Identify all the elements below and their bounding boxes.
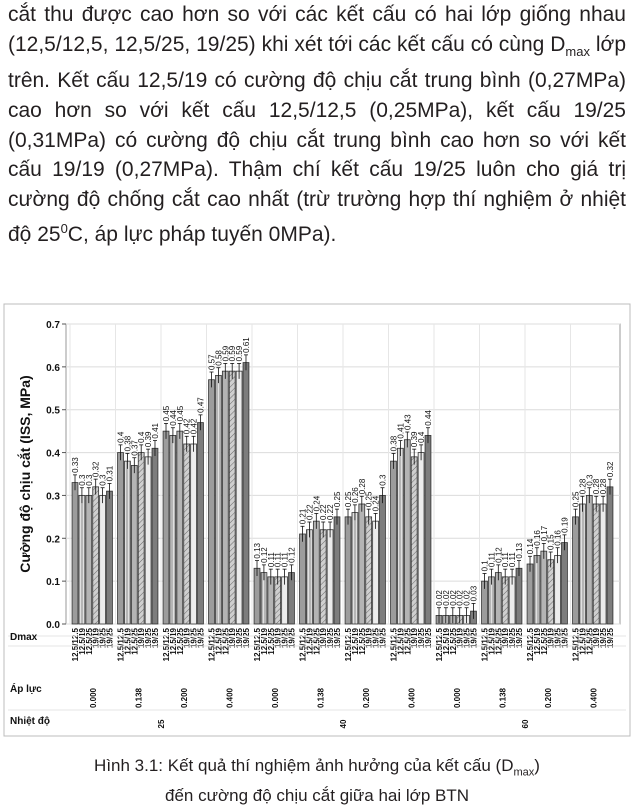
bar: [607, 487, 613, 624]
bar: [191, 444, 197, 624]
bar: [600, 504, 606, 624]
data-label: 0.12: [287, 547, 297, 563]
data-label: 0.26: [350, 487, 360, 503]
dmax-tick-label: 12.5/19: [532, 628, 542, 655]
para-dmax-sub: max: [565, 43, 590, 59]
bar: [300, 534, 306, 624]
pressure-tick-label: 0.000: [270, 687, 280, 709]
data-label: 0.43: [403, 414, 413, 430]
dmax-tick-label: 19/25: [189, 628, 199, 649]
bar: [209, 380, 215, 624]
bar: [100, 495, 106, 624]
dmax-tick-label: 19/19: [501, 628, 511, 649]
body-paragraph: [8, 0, 626, 250]
data-label: 0.44: [423, 410, 433, 426]
y-tick-label: 0.4: [46, 448, 60, 460]
data-label: 0.16: [553, 530, 563, 546]
data-label: 0.31: [105, 465, 115, 482]
dmax-tick-label: 12.5/25: [175, 628, 185, 655]
para-degree-sup: 0: [60, 221, 68, 237]
data-label: 0.28: [599, 478, 609, 495]
dmax-tick-label: 12.5/12.5: [526, 628, 536, 662]
bar: [345, 517, 351, 624]
bar: [334, 517, 340, 624]
pressure-tick-label: 0.138: [134, 687, 144, 709]
dmax-tick-label: 12.5/25: [539, 628, 549, 655]
dmax-tick-label: 12.5/25: [221, 628, 231, 655]
dmax-tick-label: 19/25: [560, 628, 570, 649]
bar: [579, 504, 585, 624]
data-label: 0.17: [539, 525, 549, 542]
data-label: 0.59: [221, 345, 231, 362]
data-label: 0.11: [266, 552, 276, 568]
bar: [425, 435, 431, 624]
dmax-tick-label: 12.5/19: [396, 628, 406, 655]
dmax-tick-label: 12.5/25: [312, 628, 322, 655]
dmax-tick-label: 19/25: [98, 628, 108, 649]
bar: [534, 555, 540, 624]
data-label: 0.3: [585, 474, 595, 486]
y-axis-label: Cường độ chịu cắt (ISS, MPa): [17, 375, 33, 573]
data-label: 0.24: [312, 495, 322, 512]
bar: [411, 457, 417, 624]
data-label: 0.4: [137, 431, 147, 443]
dmax-tick-label: 12.5/25: [84, 628, 94, 655]
bar: [145, 457, 151, 624]
data-label: 0.42: [189, 418, 199, 435]
dmax-tick-label: 19/25: [423, 628, 433, 649]
bar: [170, 435, 176, 624]
row-label-dmax: Dmax: [10, 632, 38, 643]
dmax-tick-label: 12.5/12.5: [480, 628, 490, 662]
caption-text-2: ): [534, 756, 540, 775]
dmax-tick-label: 12.5/12.5: [389, 628, 399, 662]
data-label: 0.11: [280, 552, 290, 568]
bar: [163, 431, 169, 624]
dmax-tick-label: 12.5/12.5: [116, 628, 126, 662]
data-label: 0.45: [175, 405, 185, 422]
data-label: 0.3: [378, 474, 388, 486]
dmax-tick-label: 19/19: [182, 628, 192, 649]
row-label-pressure: Áp lực: [10, 684, 42, 695]
bar: [373, 521, 379, 624]
bar-chart: [0, 300, 634, 740]
pressure-tick-label: 0.200: [361, 687, 371, 709]
dmax-tick-label: 19/25: [553, 628, 563, 649]
bar: [359, 504, 365, 624]
data-label: 0.28: [357, 478, 367, 495]
dmax-tick-label: 12.5/19: [214, 628, 224, 655]
bar: [593, 504, 599, 624]
dmax-tick-label: 19/25: [287, 628, 297, 649]
pressure-tick-label: 0.200: [179, 687, 189, 709]
bar: [107, 491, 113, 624]
data-label: 0.02: [448, 590, 458, 606]
bar: [184, 444, 190, 624]
dmax-tick-label: 19/19: [410, 628, 420, 649]
data-label: 0.39: [144, 431, 154, 448]
data-label: 0.22: [326, 504, 336, 520]
bar: [391, 461, 397, 624]
bar: [573, 517, 579, 624]
dmax-tick-label: 19/19: [273, 628, 283, 649]
bar: [118, 453, 124, 624]
data-label: 0.25: [332, 491, 342, 508]
y-tick-label: 0.0: [46, 620, 60, 631]
bar: [131, 465, 137, 624]
data-label: 0.39: [410, 431, 420, 448]
bar: [152, 448, 158, 624]
bar: [177, 431, 183, 624]
pressure-tick-label: 0.138: [498, 687, 508, 709]
data-label: 0.02: [441, 590, 451, 606]
dmax-tick-label: 19/19: [364, 628, 374, 649]
data-label: 0.42: [182, 418, 192, 435]
bar: [397, 448, 403, 624]
temperature-tick-label: 40: [339, 719, 348, 729]
dmax-tick-label: 12.5/25: [448, 628, 458, 655]
dmax-tick-label: 12.5/19: [578, 628, 588, 655]
bar: [352, 513, 358, 624]
data-label: 0.38: [123, 435, 133, 452]
bar: [138, 453, 144, 624]
bar: [555, 555, 561, 624]
dmax-tick-label: 19/25: [599, 628, 609, 649]
data-label: 0.59: [235, 345, 245, 362]
dmax-tick-label: 19/25: [150, 628, 160, 649]
bar: [404, 440, 410, 624]
dmax-tick-label: 12.5/12.5: [435, 628, 445, 662]
data-label: 0.41: [396, 422, 406, 439]
data-label: 0.11: [487, 552, 497, 568]
data-label: 0.02: [455, 590, 465, 606]
dmax-tick-label: 12.5/19: [259, 628, 269, 655]
data-label: 0.4: [417, 431, 427, 443]
dmax-tick-label: 12.5/19: [350, 628, 360, 655]
data-label: 0.47: [196, 397, 206, 413]
bar: [548, 560, 554, 624]
temperature-tick-label: 25: [157, 719, 166, 729]
pressure-tick-label: 0.138: [316, 687, 326, 709]
dmax-tick-label: 19/19: [592, 628, 602, 649]
row-label-temperature: Nhiệt độ: [10, 716, 50, 727]
pressure-tick-label: 0.200: [543, 687, 553, 709]
dmax-tick-label: 12.5/12.5: [344, 628, 354, 662]
pressure-tick-label: 0.000: [88, 687, 98, 709]
dmax-tick-label: 19/25: [235, 628, 245, 649]
figure-caption: [0, 754, 634, 808]
data-label: 0.33: [71, 457, 81, 473]
bar: [198, 423, 204, 624]
data-label: 0.13: [253, 542, 263, 559]
chart-figure: [0, 300, 634, 740]
bar: [320, 530, 326, 624]
pressure-tick-label: 0.400: [589, 687, 599, 709]
dmax-tick-label: 12.5/12.5: [571, 628, 581, 662]
data-label: 0.13: [514, 542, 524, 559]
bar: [72, 483, 78, 624]
data-label: 0.02: [435, 590, 445, 606]
caption-text-1: Hình 3.1: Kết quả thí nghiệm ảnh hưởng của kết cấu (D: [94, 756, 514, 775]
dmax-tick-label: 19/25: [378, 628, 388, 649]
dmax-tick-label: 12.5/25: [357, 628, 367, 655]
data-label: 0.4: [116, 431, 126, 443]
dmax-tick-label: 12.5/12.5: [71, 628, 81, 662]
data-label: 0.32: [605, 461, 615, 478]
dmax-tick-label: 19/19: [91, 628, 101, 649]
bar: [306, 530, 312, 624]
dmax-tick-label: 19/19: [228, 628, 238, 649]
caption-line-2: đến cường độ chịu cắt giữa hai lớp BTN: [165, 786, 469, 806]
dmax-tick-label: 12.5/25: [266, 628, 276, 655]
bar: [243, 363, 249, 624]
dmax-tick-label: 12.5/12.5: [207, 628, 217, 662]
data-label: 0.22: [305, 504, 315, 520]
pressure-tick-label: 0.000: [452, 687, 462, 709]
data-label: 0.11: [508, 552, 518, 568]
bar: [527, 564, 533, 624]
dmax-tick-label: 12.5/19: [77, 628, 87, 655]
pressure-tick-label: 0.400: [225, 687, 235, 709]
dmax-tick-label: 19/25: [196, 628, 206, 649]
data-label: 0.28: [578, 478, 588, 495]
y-tick-label: 0.7: [46, 320, 60, 331]
bar: [516, 568, 522, 624]
dmax-tick-label: 19/19: [319, 628, 329, 649]
bar: [86, 495, 92, 624]
bar: [229, 371, 235, 624]
data-label: 0.22: [319, 504, 329, 520]
bar: [562, 543, 568, 624]
data-label: 0.1: [480, 560, 490, 572]
data-label: 0.25: [571, 491, 581, 508]
data-label: 0.02: [462, 590, 472, 606]
dmax-tick-label: 12.5/19: [487, 628, 497, 655]
dmax-tick-label: 19/19: [137, 628, 147, 649]
data-label: 0.25: [344, 491, 354, 508]
bar: [313, 521, 319, 624]
data-label: 0.21: [298, 508, 308, 525]
bar: [254, 568, 260, 624]
dmax-tick-label: 19/25: [514, 628, 524, 649]
bar: [215, 375, 221, 624]
data-label: 0.24: [371, 495, 381, 512]
data-label: 0.14: [526, 538, 536, 555]
data-label: 0.16: [532, 530, 542, 546]
dmax-tick-label: 12.5/25: [403, 628, 413, 655]
data-label: 0.25: [364, 491, 374, 508]
data-label: 0.41: [150, 422, 160, 439]
data-label: 0.28: [592, 478, 602, 495]
dmax-tick-label: 12.5/25: [494, 628, 504, 655]
bar: [222, 371, 228, 624]
bar: [327, 530, 333, 624]
dmax-tick-label: 19/25: [462, 628, 472, 649]
caption-dmax-sub: max: [513, 766, 535, 779]
dmax-tick-label: 19/19: [455, 628, 465, 649]
para-text-3: C, áp lực pháp tuyến 0MPa).: [67, 223, 337, 247]
y-tick-label: 0.3: [46, 491, 60, 503]
data-label: 0.12: [259, 547, 269, 563]
para-text-2: lớp trên. Kết cấu 12,5/19 có cường độ chịu cắt trung bình (0,27MPa) cao hơn so với kết cấu 12,5/12,5 (0,25MPa), kết cấu 19/25 (0,31MPa) có cường độ chịu cắt trung bình cao hơn so với kết cấu 19/19 (0,27MPa). Thậm chí kết cấu 19/25 luôn cho giá trị cường độ chống cắt cao nhất (trừ trường hợp thí nghiệm ở nhiệt độ 25: [8, 32, 627, 247]
data-label: 0.3: [98, 474, 108, 486]
data-label: 0.37: [130, 440, 140, 456]
data-label: 0.15: [546, 534, 556, 550]
dmax-tick-label: 12.5/19: [168, 628, 178, 655]
bar: [380, 495, 386, 624]
data-label: 0.58: [214, 350, 224, 366]
dmax-tick-label: 12.5/25: [130, 628, 140, 655]
data-label: 0.45: [162, 405, 172, 422]
y-tick-label: 0.6: [46, 362, 60, 374]
bar: [541, 551, 547, 624]
dmax-tick-label: 12.5/19: [123, 628, 133, 655]
data-label: 0.57: [207, 354, 217, 370]
data-label: 0.12: [494, 547, 504, 563]
y-tick-label: 0.1: [46, 577, 60, 589]
data-label: 0.11: [501, 552, 511, 568]
bar: [124, 461, 130, 624]
y-tick-label: 0.5: [46, 405, 60, 417]
data-label: 0.3: [77, 474, 87, 486]
dmax-tick-label: 19/25: [417, 628, 427, 649]
y-tick-label: 0.2: [46, 534, 60, 546]
dmax-tick-label: 12.5/12.5: [162, 628, 172, 662]
dmax-tick-label: 19/25: [605, 628, 615, 649]
data-label: 0.32: [91, 461, 101, 478]
data-label: 0.59: [228, 345, 238, 362]
dmax-tick-label: 12.5/19: [305, 628, 315, 655]
data-label: 0.44: [168, 410, 178, 426]
bar: [366, 517, 372, 624]
data-label: 0.11: [273, 552, 283, 568]
dmax-tick-label: 19/25: [280, 628, 290, 649]
bar: [93, 487, 99, 624]
dmax-tick-label: 19/25: [326, 628, 336, 649]
data-label: 0.03: [469, 585, 479, 602]
bar: [79, 495, 85, 624]
caption-line-1: [0, 754, 634, 784]
pressure-tick-label: 0.400: [407, 687, 417, 709]
dmax-tick-label: 12.5/12.5: [253, 628, 263, 662]
dmax-tick-label: 19/25: [469, 628, 479, 649]
data-label: 0.61: [241, 337, 251, 353]
data-label: 0.3: [84, 474, 94, 486]
bar: [586, 495, 592, 624]
dmax-tick-label: 19/25: [332, 628, 342, 649]
dmax-tick-label: 12.5/12.5: [298, 628, 308, 662]
dmax-tick-label: 19/25: [105, 628, 115, 649]
dmax-tick-label: 19/19: [546, 628, 556, 649]
dmax-tick-label: 19/25: [241, 628, 251, 649]
temperature-tick-label: 60: [521, 719, 530, 729]
dmax-tick-label: 19/25: [144, 628, 154, 649]
bar: [418, 453, 424, 624]
bar: [236, 371, 242, 624]
data-label: 0.19: [560, 517, 570, 533]
dmax-tick-label: 12.5/25: [585, 628, 595, 655]
dmax-tick-label: 19/25: [371, 628, 381, 649]
dmax-tick-label: 12.5/19: [441, 628, 451, 655]
data-label: 0.38: [389, 435, 399, 452]
para-text-1: cắt thu được cao hơn so với các kết cấu có hai lớp giống nhau (12,5/12,5, 12,5/25, 19/25) khi xét tới các kết cấu có cùng D: [8, 3, 626, 56]
dmax-tick-label: 19/25: [508, 628, 518, 649]
